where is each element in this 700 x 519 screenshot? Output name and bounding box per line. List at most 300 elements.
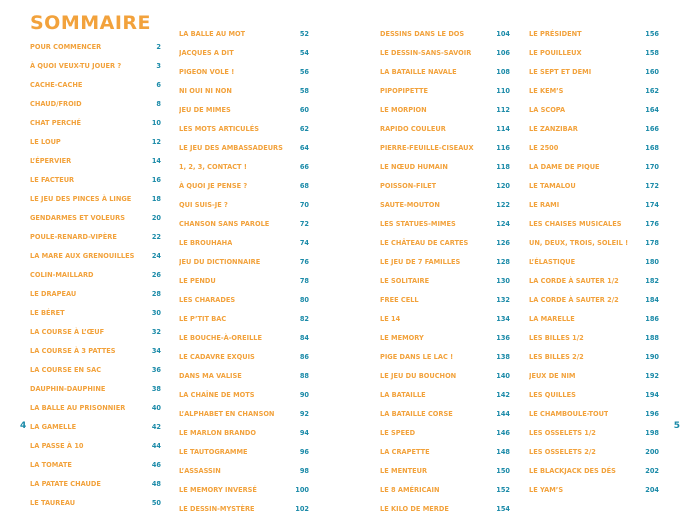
toc-entry xyxy=(179,329,309,348)
toc-entry-page-number: 144 xyxy=(496,410,510,419)
toc-entry-page-number: 190 xyxy=(645,353,659,362)
toc-entry-page-number: 26 xyxy=(151,271,161,280)
toc-entry xyxy=(529,424,659,443)
toc-entry-title: LE JEU DES AMBASSADEURS xyxy=(179,144,283,153)
toc-entry xyxy=(30,494,161,513)
toc-entry-title: LES QUILLES xyxy=(529,391,576,400)
toc-entry-title: LE LOUP xyxy=(30,138,61,147)
toc-entry-page-number: 48 xyxy=(151,480,161,489)
toc-entry xyxy=(179,253,309,272)
toc-entry-page-number: 118 xyxy=(496,163,510,172)
toc-entry xyxy=(30,190,161,209)
toc-entry-title: 1, 2, 3, CONTACT ! xyxy=(179,163,247,172)
toc-entry-page-number: 72 xyxy=(299,220,309,229)
toc-entry xyxy=(380,139,510,158)
toc-entry-title: LE KEM’S xyxy=(529,87,564,96)
toc-entry xyxy=(179,234,309,253)
toc-entry-page-number: 46 xyxy=(151,461,161,470)
toc-entry-title: LA MARE AUX GRENOUILLES xyxy=(30,252,135,261)
toc-entry-title: LE MORPION xyxy=(380,106,427,115)
toc-entry-page-number: 30 xyxy=(151,309,161,318)
toc-entry xyxy=(179,462,309,481)
toc-entry xyxy=(529,234,659,253)
toc-entry-page-number: 98 xyxy=(299,467,309,476)
toc-entry xyxy=(30,475,161,494)
toc-entry xyxy=(30,57,161,76)
toc-entry xyxy=(179,291,309,310)
toc-entry-title: LES OSSELETS 2/2 xyxy=(529,448,596,457)
toc-entry xyxy=(380,234,510,253)
toc-entry-title: LE BLACKJACK DES DÉS xyxy=(529,467,616,476)
toc-entry xyxy=(179,120,309,139)
toc-entry-title: LE FACTEUR xyxy=(30,176,75,185)
toc-entry-page-number: 22 xyxy=(151,233,161,242)
toc-entry-title: LE JEU DE 7 FAMILLES xyxy=(380,258,461,267)
toc-entry-title: LE DESSIN-MYSTÈRE xyxy=(179,505,255,514)
toc-entry-title: SAUTE-MOUTON xyxy=(380,201,440,210)
toc-entry xyxy=(179,158,309,177)
toc-entry xyxy=(30,228,161,247)
toc-entry xyxy=(30,437,161,456)
toc-entry xyxy=(529,291,659,310)
toc-entry-title: L’ASSASSIN xyxy=(179,467,221,476)
toc-entry-page-number: 90 xyxy=(299,391,309,400)
toc-entry xyxy=(30,342,161,361)
toc-entry-page-number: 168 xyxy=(645,144,659,153)
toc-entry-page-number: 70 xyxy=(299,201,309,210)
toc-entry-title: LE SPEED xyxy=(380,429,416,438)
toc-entry xyxy=(529,443,659,462)
toc-entry xyxy=(529,215,659,234)
toc-entry-title: LA BATAILLE NAVALE xyxy=(380,68,457,77)
toc-entry-page-number: 14 xyxy=(151,157,161,166)
toc-entry xyxy=(380,158,510,177)
toc-column-2 xyxy=(179,25,309,519)
toc-entry xyxy=(179,63,309,82)
toc-entry-page-number: 78 xyxy=(299,277,309,286)
toc-entry xyxy=(179,44,309,63)
toc-entry-page-number: 156 xyxy=(645,30,659,38)
toc-entry-title: POUR COMMENCER xyxy=(30,43,102,51)
toc-entry-title: FREE CELL xyxy=(380,296,419,305)
toc-entry xyxy=(529,25,659,44)
toc-entry xyxy=(529,158,659,177)
toc-entry-title: PIGEON VOLE ! xyxy=(179,68,235,77)
toc-entry-title: LA PATATE CHAUDE xyxy=(30,480,101,489)
toc-entry-page-number: 60 xyxy=(299,106,309,115)
toc-entry-page-number: 54 xyxy=(299,49,309,58)
toc-entry-title: PIGE DANS LE LAC ! xyxy=(380,353,454,362)
toc-entry-title: POISSON-FILET xyxy=(380,182,437,191)
toc-entry-page-number: 62 xyxy=(299,125,309,134)
toc-entry xyxy=(30,171,161,190)
toc-entry-page-number: 76 xyxy=(299,258,309,267)
toc-entry-title: NI OUI NI NON xyxy=(179,87,232,96)
toc-entry xyxy=(529,386,659,405)
toc-entry xyxy=(529,101,659,120)
toc-entry-title: LE TAUREAU xyxy=(30,499,76,508)
toc-entry-page-number: 120 xyxy=(496,182,510,191)
toc-entry-title: GENDARMES ET VOLEURS xyxy=(30,214,125,223)
toc-entry-page-number: 152 xyxy=(496,486,510,495)
toc-entry-title: LA BALLE AU PRISONNIER xyxy=(30,404,126,413)
toc-entry xyxy=(30,456,161,475)
toc-entry-page-number: 42 xyxy=(151,423,161,432)
toc-entry-page-number: 52 xyxy=(299,30,309,38)
toc-entry xyxy=(179,101,309,120)
toc-entry xyxy=(30,209,161,228)
toc-entry-page-number: 84 xyxy=(299,334,309,343)
toc-entry-page-number: 148 xyxy=(496,448,510,457)
toc-entry-page-number: 134 xyxy=(496,315,510,324)
toc-entry xyxy=(380,462,510,481)
toc-entry xyxy=(30,266,161,285)
toc-entry-page-number: 80 xyxy=(299,296,309,305)
toc-entry xyxy=(30,285,161,304)
toc-entry-title: LE MEMORY xyxy=(380,334,424,343)
toc-entry xyxy=(380,196,510,215)
toc-entry-page-number: 162 xyxy=(645,87,659,96)
toc-entry xyxy=(380,481,510,500)
toc-entry-page-number: 12 xyxy=(151,138,161,147)
toc-entry-page-number: 82 xyxy=(299,315,309,324)
toc-entry-title: JEU DU DICTIONNAIRE xyxy=(179,258,261,267)
toc-entry-page-number: 140 xyxy=(496,372,510,381)
toc-entry-page-number: 8 xyxy=(156,100,161,109)
toc-entry-page-number: 178 xyxy=(645,239,659,248)
toc-entry-title: LE JEU DES PINCES À LINGE xyxy=(30,195,132,204)
toc-entry-title: L’ÉPERVIER xyxy=(30,157,72,166)
toc-entry-title: LA PASSE À 10 xyxy=(30,442,84,451)
toc-entry-page-number: 38 xyxy=(151,385,161,394)
toc-entry-page-number: 3 xyxy=(156,62,161,71)
toc-entry xyxy=(179,500,309,519)
toc-entry-title: JACQUES A DIT xyxy=(179,49,234,58)
toc-entry-page-number: 2 xyxy=(156,43,161,51)
toc-entry-page-number: 198 xyxy=(645,429,659,438)
toc-entry-page-number: 6 xyxy=(156,81,161,90)
toc-entry-page-number: 58 xyxy=(299,87,309,96)
toc-entry xyxy=(179,481,309,500)
toc-entry xyxy=(529,139,659,158)
toc-entry-page-number: 164 xyxy=(645,106,659,115)
toc-entry xyxy=(380,82,510,101)
toc-entry-title: PIPOPIPETTE xyxy=(380,87,428,96)
toc-entry-page-number: 108 xyxy=(496,68,510,77)
toc-entry xyxy=(380,63,510,82)
toc-entry xyxy=(529,329,659,348)
toc-entry-page-number: 188 xyxy=(645,334,659,343)
toc-entry-title: JEUX DE NIM xyxy=(529,372,576,381)
toc-entry-page-number: 40 xyxy=(151,404,161,413)
toc-entry-title: LE DRAPEAU xyxy=(30,290,77,299)
toc-entry xyxy=(30,114,161,133)
toc-entry xyxy=(30,152,161,171)
toc-entry-title: LE P’TIT BAC xyxy=(179,315,227,324)
toc-entry-page-number: 16 xyxy=(151,176,161,185)
toc-entry-page-number: 36 xyxy=(151,366,161,375)
toc-entry-title: LA SCOPA xyxy=(529,106,566,115)
toc-entry-page-number: 200 xyxy=(645,448,659,457)
toc-entry-page-number: 202 xyxy=(645,467,659,476)
toc-entry xyxy=(179,272,309,291)
toc-entry-page-number: 100 xyxy=(295,486,309,495)
toc-entry-page-number: 182 xyxy=(645,277,659,286)
toc-entry-title: LE 8 AMÉRICAIN xyxy=(380,486,440,495)
toc-entry xyxy=(380,405,510,424)
toc-entry-page-number: 102 xyxy=(295,505,309,514)
toc-entry xyxy=(380,44,510,63)
toc-entry-title: LA CRAPETTE xyxy=(380,448,430,457)
toc-entry xyxy=(380,25,510,44)
toc-entry xyxy=(529,196,659,215)
toc-entry-title: L’ÉLASTIQUE xyxy=(529,258,576,267)
toc-entry-page-number: 86 xyxy=(299,353,309,362)
toc-entry-page-number: 132 xyxy=(496,296,510,305)
toc-entry xyxy=(380,443,510,462)
toc-entry xyxy=(179,386,309,405)
toc-entry-page-number: 116 xyxy=(496,144,510,153)
toc-entry-page-number: 160 xyxy=(645,68,659,77)
toc-entry-title: LE RAMI xyxy=(529,201,560,210)
toc-entry-page-number: 124 xyxy=(496,220,510,229)
toc-entry-title: LA CORDE À SAUTER 2/2 xyxy=(529,296,619,305)
toc-entry-title: LE BOUCHE-À-OREILLE xyxy=(179,334,262,343)
toc-entry-page-number: 186 xyxy=(645,315,659,324)
toc-entry-title: LA BALLE AU MOT xyxy=(179,30,246,38)
toc-entry-page-number: 20 xyxy=(151,214,161,223)
toc-entry-page-number: 50 xyxy=(151,499,161,508)
toc-entry-title: CHANSON SANS PAROLE xyxy=(179,220,270,229)
toc-entry-page-number: 104 xyxy=(496,30,510,38)
toc-entry-title: LES OSSELETS 1/2 xyxy=(529,429,596,438)
toc-entry-title: UN, DEUX, TROIS, SOLEIL ! xyxy=(529,239,629,248)
toc-entry xyxy=(30,38,161,57)
toc-entry xyxy=(529,481,659,500)
toc-entry-page-number: 74 xyxy=(299,239,309,248)
toc-entry xyxy=(179,310,309,329)
toc-entry-page-number: 184 xyxy=(645,296,659,305)
toc-entry xyxy=(30,95,161,114)
toc-entry-title: LA COURSE À L’ŒUF xyxy=(30,328,105,337)
toc-entry xyxy=(179,367,309,386)
toc-entry-page-number: 44 xyxy=(151,442,161,451)
toc-entry xyxy=(179,139,309,158)
toc-entry-title: LE BÉRET xyxy=(30,309,65,318)
toc-entry-page-number: 204 xyxy=(645,486,659,495)
page-number-right: 5 xyxy=(673,421,680,431)
toc-entry-title: DESSINS DANS LE DOS xyxy=(380,30,465,38)
toc-entry xyxy=(529,405,659,424)
toc-entry-title: LA DAME DE PIQUE xyxy=(529,163,600,172)
toc-entry xyxy=(380,348,510,367)
toc-entry xyxy=(380,291,510,310)
toc-entry-page-number: 92 xyxy=(299,410,309,419)
toc-entry xyxy=(30,247,161,266)
toc-entry-title: LE PRÉSIDENT xyxy=(529,30,582,38)
toc-entry-title: LE JEU DU BOUCHON xyxy=(380,372,457,381)
toc-entry-page-number: 176 xyxy=(645,220,659,229)
toc-entry-title: LA BATAILLE xyxy=(380,391,426,400)
toc-entry-title: LA MARELLE xyxy=(529,315,575,324)
toc-entry-page-number: 96 xyxy=(299,448,309,457)
toc-entry-title: CHAUD/FROID xyxy=(30,100,82,109)
toc-entry-page-number: 66 xyxy=(299,163,309,172)
toc-entry-title: LES BILLES 1/2 xyxy=(529,334,584,343)
toc-entry xyxy=(30,361,161,380)
page-title: SOMMAIRE xyxy=(30,12,152,34)
toc-entry-page-number: 146 xyxy=(496,429,510,438)
toc-entry xyxy=(529,367,659,386)
toc-entry-title: LA BATAILLE CORSE xyxy=(380,410,453,419)
toc-entry-page-number: 64 xyxy=(299,144,309,153)
toc-entry-page-number: 106 xyxy=(496,49,510,58)
toc-entry xyxy=(380,253,510,272)
toc-entry xyxy=(179,405,309,424)
toc-column-1 xyxy=(30,38,161,513)
toc-entry-page-number: 68 xyxy=(299,182,309,191)
toc-entry xyxy=(529,82,659,101)
toc-entry-page-number: 136 xyxy=(496,334,510,343)
toc-entry-page-number: 172 xyxy=(645,182,659,191)
toc-entry-title: LES CHARADES xyxy=(179,296,236,305)
toc-entry xyxy=(179,424,309,443)
toc-entry-title: À QUOI JE PENSE ? xyxy=(179,182,248,191)
toc-entry-page-number: 56 xyxy=(299,68,309,77)
toc-entry xyxy=(30,323,161,342)
toc-entry xyxy=(30,380,161,399)
toc-entry-page-number: 28 xyxy=(151,290,161,299)
toc-entry-page-number: 10 xyxy=(151,119,161,128)
toc-entry-title: LES BILLES 2/2 xyxy=(529,353,584,362)
toc-entry-title: RAPIDO COULEUR xyxy=(380,125,446,134)
toc-entry xyxy=(529,310,659,329)
toc-entry xyxy=(179,177,309,196)
toc-entry-title: LE 2500 xyxy=(529,144,559,153)
toc-entry xyxy=(529,348,659,367)
toc-entry xyxy=(179,443,309,462)
toc-entry xyxy=(30,304,161,323)
toc-entry-page-number: 194 xyxy=(645,391,659,400)
toc-entry-title: LA CHAÎNE DE MOTS xyxy=(179,391,255,400)
toc-entry-title: CHAT PERCHÉ xyxy=(30,119,82,128)
toc-entry-page-number: 126 xyxy=(496,239,510,248)
toc-entry-title: LE CHAMBOULE-TOUT xyxy=(529,410,609,419)
toc-entry-title: LE TAUTOGRAMME xyxy=(179,448,248,457)
toc-entry xyxy=(380,386,510,405)
toc-entry xyxy=(179,25,309,44)
toc-entry-page-number: 122 xyxy=(496,201,510,210)
toc-entry xyxy=(30,418,161,437)
toc-entry-page-number: 88 xyxy=(299,372,309,381)
toc-entry-page-number: 154 xyxy=(496,505,510,514)
toc-entry-title: LA TOMATE xyxy=(30,461,72,470)
toc-entry-page-number: 142 xyxy=(496,391,510,400)
toc-entry xyxy=(380,367,510,386)
toc-entry-page-number: 192 xyxy=(645,372,659,381)
toc-entry-title: LE CHÂTEAU DE CARTES xyxy=(380,239,469,248)
toc-entry xyxy=(529,177,659,196)
toc-entry xyxy=(30,76,161,95)
toc-entry-title: LE SOLITAIRE xyxy=(380,277,430,286)
toc-entry xyxy=(380,424,510,443)
toc-entry xyxy=(380,177,510,196)
toc-entry-page-number: 112 xyxy=(496,106,510,115)
toc-entry-title: LA COURSE EN SAC xyxy=(30,366,102,375)
toc-entry-title: LE CADAVRE EXQUIS xyxy=(179,353,255,362)
toc-entry xyxy=(380,215,510,234)
toc-entry-title: DAUPHIN-DAUPHINE xyxy=(30,385,106,394)
toc-entry-title: PIERRE-FEUILLE-CISEAUX xyxy=(380,144,474,153)
toc-entry-title: POULE-RENARD-VIPÈRE xyxy=(30,233,117,242)
toc-entry-page-number: 150 xyxy=(496,467,510,476)
toc-entry-title: LE MENTEUR xyxy=(380,467,428,476)
toc-entry xyxy=(380,500,510,519)
toc-entry xyxy=(529,272,659,291)
toc-entry xyxy=(529,253,659,272)
toc-entry xyxy=(380,329,510,348)
toc-entry xyxy=(380,120,510,139)
toc-entry-title: À QUOI VEUX-TU JOUER ? xyxy=(30,62,122,71)
toc-entry-title: LE 14 xyxy=(380,315,401,324)
toc-entry xyxy=(529,63,659,82)
toc-entry xyxy=(529,44,659,63)
toc-entry-title: LE PENDU xyxy=(179,277,216,286)
toc-entry-page-number: 170 xyxy=(645,163,659,172)
toc-entry-page-number: 180 xyxy=(645,258,659,267)
toc-entry xyxy=(529,462,659,481)
toc-entry-page-number: 18 xyxy=(151,195,161,204)
toc-entry-page-number: 158 xyxy=(645,49,659,58)
toc-entry-page-number: 110 xyxy=(496,87,510,96)
toc-entry-page-number: 94 xyxy=(299,429,309,438)
toc-entry-title: LE POUILLEUX xyxy=(529,49,582,58)
toc-entry xyxy=(30,399,161,418)
toc-entry-page-number: 138 xyxy=(496,353,510,362)
toc-entry-page-number: 130 xyxy=(496,277,510,286)
toc-entry-title: LE MARLON BRANDO xyxy=(179,429,256,438)
toc-entry-title: LE TAMALOU xyxy=(529,182,576,191)
toc-entry-title: LE NŒUD HUMAIN xyxy=(380,163,448,172)
toc-entry xyxy=(179,348,309,367)
toc-entry-title: LA GAMELLE xyxy=(30,423,77,432)
toc-entry-title: LE DESSIN-SANS-SAVOIR xyxy=(380,49,472,58)
toc-entry-title: LE ZANZIBAR xyxy=(529,125,578,134)
toc-entry-title: JEU DE MIMES xyxy=(179,106,231,115)
toc-entry xyxy=(179,196,309,215)
toc-entry-page-number: 128 xyxy=(496,258,510,267)
toc-entry-title: LE YAM’S xyxy=(529,486,564,495)
toc-entry-page-number: 24 xyxy=(151,252,161,261)
toc-entry-title: L’ALPHABET EN CHANSON xyxy=(179,410,275,419)
toc-column-4 xyxy=(529,25,659,500)
toc-entry-title: CACHE-CACHE xyxy=(30,81,83,90)
page-number-left: 4 xyxy=(20,421,27,431)
toc-entry-title: LES STATUES-MIMES xyxy=(380,220,456,229)
toc-entry-title: COLIN-MAILLARD xyxy=(30,271,94,280)
toc-entry-title: QUI SUIS-JE ? xyxy=(179,201,228,210)
toc-entry-title: LES CHAISES MUSICALES xyxy=(529,220,622,229)
toc-entry-title: DANS MA VALISE xyxy=(179,372,242,381)
toc-entry xyxy=(30,133,161,152)
toc-entry xyxy=(179,82,309,101)
toc-entry-title: LE MEMORY INVERSÉ xyxy=(179,486,257,495)
toc-entry xyxy=(179,215,309,234)
toc-entry xyxy=(380,101,510,120)
toc-entry-title: LA CORDE À SAUTER 1/2 xyxy=(529,277,619,286)
toc-entry xyxy=(380,272,510,291)
toc-entry-title: LE BROUHAHA xyxy=(179,239,233,248)
